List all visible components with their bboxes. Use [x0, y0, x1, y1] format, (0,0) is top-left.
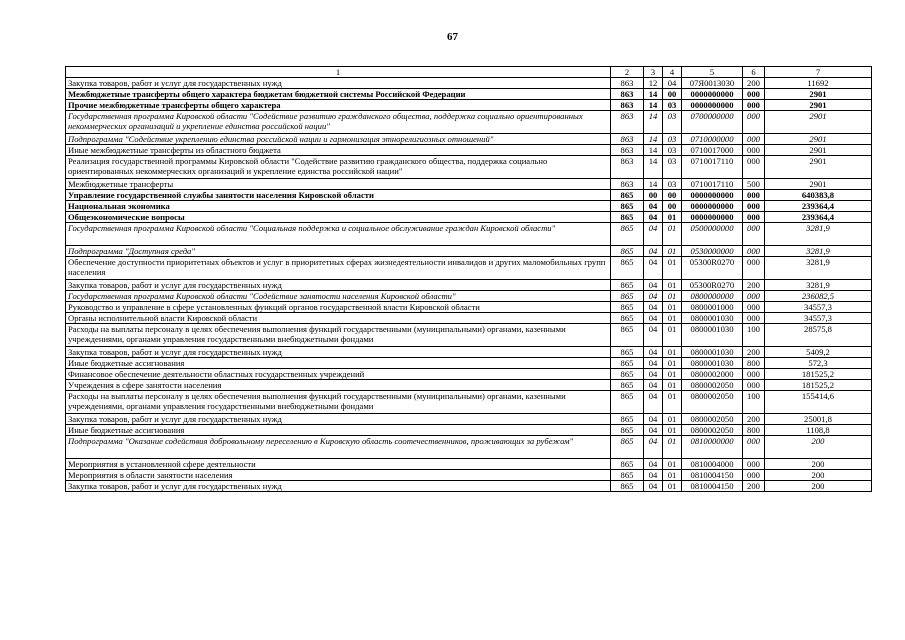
target-article-cell: 0800001030: [682, 324, 743, 347]
subsection-cell: 00: [663, 190, 682, 201]
section-cell: 04: [644, 358, 663, 369]
subsection-cell: 01: [663, 313, 682, 324]
amount-cell: 640383,8: [765, 190, 872, 201]
code-cell: 863: [611, 134, 644, 145]
amount-cell: 5409,2: [765, 347, 872, 358]
expense-type-cell: 000: [743, 212, 765, 223]
section-cell: 04: [644, 291, 663, 302]
target-article-cell: 0800002000: [682, 369, 743, 380]
target-article-cell: 0800002050: [682, 380, 743, 391]
section-cell: 04: [644, 302, 663, 313]
target-article-cell: 0000000000: [682, 201, 743, 212]
table-row: [66, 201, 872, 212]
table-row: [66, 145, 872, 156]
subsection-cell: 03: [663, 134, 682, 145]
expense-type-cell: 200: [743, 347, 765, 358]
amount-cell: 34557,3: [765, 313, 872, 324]
expense-type-cell: 000: [743, 100, 765, 111]
subsection-cell: 01: [663, 481, 682, 492]
subsection-cell: 01: [663, 459, 682, 470]
amount-cell: 25001,8: [765, 414, 872, 425]
row-name-cell: Реализация государственной программы Кировской области "Содействие развитию гражданского общества, поддержка социально ориентированных некоммерческих организаций и укрепление единства российской нации": [66, 156, 611, 179]
expense-type-cell: 000: [743, 156, 765, 179]
expense-type-cell: 000: [743, 89, 765, 100]
row-name-cell: Закупка товаров, работ и услуг для государственных нужд: [66, 414, 611, 425]
amount-cell: 181525,2: [765, 380, 872, 391]
code-cell: 863: [611, 156, 644, 179]
table-row: [66, 190, 872, 201]
table-row: [66, 280, 872, 291]
expense-type-cell: 200: [743, 481, 765, 492]
section-cell: 14: [644, 111, 663, 134]
table-row: [66, 179, 872, 190]
row-name-cell: Обеспечение доступности приоритетных объектов и услуг в приоритетных сферах жизнедеятельности инвалидов и других маломобильных групп населения: [66, 257, 611, 280]
column-header: 1: [66, 67, 611, 78]
expense-type-cell: 000: [743, 313, 765, 324]
column-header: 7: [765, 67, 872, 78]
expense-type-cell: 000: [743, 302, 765, 313]
row-name-cell: Финансовое обеспечение деятельности областных государственных учреждений: [66, 369, 611, 380]
code-cell: 865: [611, 313, 644, 324]
row-name-cell: Иные межбюджетные трансферты из областного бюджета: [66, 145, 611, 156]
section-cell: 14: [644, 179, 663, 190]
subsection-cell: 03: [663, 100, 682, 111]
target-article-cell: 0810004000: [682, 459, 743, 470]
code-cell: 865: [611, 190, 644, 201]
section-cell: 04: [644, 459, 663, 470]
target-article-cell: 0800000000: [682, 291, 743, 302]
column-header: 5: [682, 67, 743, 78]
section-cell: 14: [644, 100, 663, 111]
row-name-cell: Расходы на выплаты персоналу в целях обеспечения выполнения функций государственными (муниципальными) органами, казенными учреждениями, органами управления государственными внебюджетными фондами: [66, 391, 611, 414]
subsection-cell: 01: [663, 291, 682, 302]
table-row: [66, 481, 872, 492]
target-article-cell: 0000000000: [682, 212, 743, 223]
expense-type-cell: 000: [743, 134, 765, 145]
target-article-cell: 0800001000: [682, 302, 743, 313]
amount-cell: 181525,2: [765, 369, 872, 380]
expense-type-cell: 800: [743, 358, 765, 369]
table-row: [66, 313, 872, 324]
row-name-cell: Прочие межбюджетные трансферты общего характера: [66, 100, 611, 111]
amount-cell: 3281,9: [765, 280, 872, 291]
table-row: [66, 257, 872, 280]
code-cell: 865: [611, 246, 644, 257]
code-cell: 863: [611, 89, 644, 100]
table-row: [66, 436, 872, 459]
amount-cell: 200: [765, 481, 872, 492]
column-header: 2: [611, 67, 644, 78]
code-cell: 865: [611, 223, 644, 246]
section-cell: 04: [644, 380, 663, 391]
amount-cell: 200: [765, 436, 872, 459]
table-row: [66, 347, 872, 358]
table-row: [66, 78, 872, 89]
code-cell: 863: [611, 145, 644, 156]
amount-cell: 3281,9: [765, 257, 872, 280]
amount-cell: 200: [765, 470, 872, 481]
row-name-cell: Управление государственной службы занятости населения Кировской области: [66, 190, 611, 201]
row-name-cell: Подпрограмма "Содействие укреплению единства российской нации и гармонизация этнорелигиозных отношений": [66, 134, 611, 145]
amount-cell: 2901: [765, 100, 872, 111]
table-body: [66, 78, 872, 492]
table-row: [66, 111, 872, 134]
code-cell: 865: [611, 201, 644, 212]
row-name-cell: Подпрограмма "Доступная среда": [66, 246, 611, 257]
target-article-cell: 0810000000: [682, 436, 743, 459]
code-cell: 863: [611, 78, 644, 89]
code-cell: 865: [611, 391, 644, 414]
subsection-cell: 04: [663, 78, 682, 89]
column-header: 6: [743, 67, 765, 78]
amount-cell: 239364,4: [765, 212, 872, 223]
table-row: [66, 425, 872, 436]
page-number: 67: [447, 31, 458, 43]
row-name-cell: Государственная программа Кировской области "Содействие занятости населения Кировской области": [66, 291, 611, 302]
target-article-cell: 0530000000: [682, 246, 743, 257]
section-cell: 04: [644, 391, 663, 414]
expense-type-cell: 000: [743, 380, 765, 391]
amount-cell: 239364,4: [765, 201, 872, 212]
code-cell: 865: [611, 302, 644, 313]
section-cell: 04: [644, 223, 663, 246]
expense-type-cell: 200: [743, 280, 765, 291]
code-cell: 865: [611, 280, 644, 291]
row-name-cell: Мероприятия в установленной сфере деятельности: [66, 459, 611, 470]
amount-cell: 572,3: [765, 358, 872, 369]
expense-type-cell: 000: [743, 190, 765, 201]
amount-cell: 2901: [765, 179, 872, 190]
row-name-cell: Руководство и управление в сфере установленных функций органов государственной власти Кировской области: [66, 302, 611, 313]
section-cell: 04: [644, 425, 663, 436]
section-cell: 04: [644, 481, 663, 492]
row-name-cell: Общеэкономические вопросы: [66, 212, 611, 223]
amount-cell: 236082,5: [765, 291, 872, 302]
subsection-cell: 01: [663, 425, 682, 436]
expense-type-cell: 000: [743, 257, 765, 280]
section-cell: 04: [644, 436, 663, 459]
section-cell: 04: [644, 414, 663, 425]
target-article-cell: 0800001030: [682, 313, 743, 324]
expense-type-cell: 200: [743, 414, 765, 425]
target-article-cell: 0710000000: [682, 134, 743, 145]
subsection-cell: 01: [663, 369, 682, 380]
subsection-cell: 01: [663, 470, 682, 481]
target-article-cell: 0800001030: [682, 358, 743, 369]
expense-type-cell: 000: [743, 246, 765, 257]
expense-type-cell: 100: [743, 324, 765, 347]
target-article-cell: 0000000000: [682, 190, 743, 201]
section-cell: 14: [644, 156, 663, 179]
amount-cell: 3281,9: [765, 246, 872, 257]
target-article-cell: 0800002050: [682, 391, 743, 414]
code-cell: 865: [611, 470, 644, 481]
amount-cell: 1108,8: [765, 425, 872, 436]
section-cell: 04: [644, 280, 663, 291]
subsection-cell: 01: [663, 280, 682, 291]
amount-cell: 2901: [765, 134, 872, 145]
row-name-cell: Государственная программа Кировской области "Содействие развитию гражданского общества, поддержка социально ориентированных некоммерческих организаций и укрепление единства российской нации": [66, 111, 611, 134]
target-article-cell: 0710017110: [682, 179, 743, 190]
table-row: [66, 89, 872, 100]
row-name-cell: Государственная программа Кировской области "Социальная поддержка и социальное обслуживание граждан Кировской области": [66, 223, 611, 246]
amount-cell: 2901: [765, 156, 872, 179]
expense-type-cell: 000: [743, 201, 765, 212]
table-row: [66, 358, 872, 369]
target-article-cell: 0800001030: [682, 347, 743, 358]
subsection-cell: 01: [663, 414, 682, 425]
row-name-cell: Закупка товаров, работ и услуг для государственных нужд: [66, 280, 611, 291]
row-name-cell: Иные бюджетные ассигнования: [66, 358, 611, 369]
amount-cell: 200: [765, 459, 872, 470]
column-header: 4: [663, 67, 682, 78]
amount-cell: 11692: [765, 78, 872, 89]
subsection-cell: 01: [663, 347, 682, 358]
section-cell: 04: [644, 324, 663, 347]
row-name-cell: Иные бюджетные ассигнования: [66, 425, 611, 436]
table-row: [66, 391, 872, 414]
code-cell: 865: [611, 481, 644, 492]
code-cell: 865: [611, 291, 644, 302]
table-row: [66, 291, 872, 302]
table-row: [66, 156, 872, 179]
section-cell: 14: [644, 89, 663, 100]
amount-cell: 34557,3: [765, 302, 872, 313]
expense-type-cell: 000: [743, 145, 765, 156]
subsection-cell: 01: [663, 391, 682, 414]
target-article-cell: 0810004150: [682, 470, 743, 481]
section-cell: 04: [644, 212, 663, 223]
subsection-cell: 01: [663, 358, 682, 369]
code-cell: 865: [611, 380, 644, 391]
target-article-cell: 07Я0013030: [682, 78, 743, 89]
subsection-cell: 03: [663, 156, 682, 179]
table-row: [66, 246, 872, 257]
code-cell: 865: [611, 425, 644, 436]
subsection-cell: 01: [663, 302, 682, 313]
row-name-cell: Учреждения в сфере занятости населения: [66, 380, 611, 391]
expense-type-cell: 800: [743, 425, 765, 436]
section-cell: 12: [644, 78, 663, 89]
amount-cell: 2901: [765, 89, 872, 100]
code-cell: 865: [611, 257, 644, 280]
amount-cell: 2901: [765, 145, 872, 156]
target-article-cell: 0800002050: [682, 425, 743, 436]
expense-type-cell: 000: [743, 459, 765, 470]
target-article-cell: 0500000000: [682, 223, 743, 246]
target-article-cell: 0000000000: [682, 89, 743, 100]
table-row: [66, 414, 872, 425]
expense-type-cell: 000: [743, 291, 765, 302]
section-cell: 14: [644, 145, 663, 156]
target-article-cell: 0000000000: [682, 100, 743, 111]
table-header-row: [66, 67, 872, 78]
table-row: [66, 223, 872, 246]
target-article-cell: 0700000000: [682, 111, 743, 134]
row-name-cell: Подпрограмма "Оказание содействия добровольному переселению в Кировскую область соотечественников, проживающих за рубежом": [66, 436, 611, 459]
expense-type-cell: 100: [743, 391, 765, 414]
subsection-cell: 03: [663, 179, 682, 190]
target-article-cell: 05300R0270: [682, 280, 743, 291]
code-cell: 865: [611, 212, 644, 223]
amount-cell: 3281,9: [765, 223, 872, 246]
table-row: [66, 459, 872, 470]
table-row: [66, 380, 872, 391]
section-cell: 14: [644, 134, 663, 145]
expense-type-cell: 000: [743, 223, 765, 246]
table-row: [66, 324, 872, 347]
code-cell: 865: [611, 459, 644, 470]
budget-table: [65, 66, 872, 492]
subsection-cell: 01: [663, 212, 682, 223]
subsection-cell: 00: [663, 201, 682, 212]
amount-cell: 155414,6: [765, 391, 872, 414]
subsection-cell: 03: [663, 111, 682, 134]
section-cell: 04: [644, 246, 663, 257]
row-name-cell: Межбюджетные трансферты: [66, 179, 611, 190]
table-row: [66, 369, 872, 380]
section-cell: 04: [644, 347, 663, 358]
subsection-cell: 01: [663, 257, 682, 280]
section-cell: 04: [644, 369, 663, 380]
section-cell: 04: [644, 470, 663, 481]
target-article-cell: 0810004150: [682, 481, 743, 492]
table-row: [66, 212, 872, 223]
expense-type-cell: 200: [743, 78, 765, 89]
code-cell: 863: [611, 100, 644, 111]
table-row: [66, 134, 872, 145]
subsection-cell: 01: [663, 223, 682, 246]
amount-cell: 2901: [765, 111, 872, 134]
expense-type-cell: 500: [743, 179, 765, 190]
section-cell: 04: [644, 201, 663, 212]
code-cell: 865: [611, 347, 644, 358]
code-cell: 865: [611, 369, 644, 380]
section-cell: 04: [644, 257, 663, 280]
expense-type-cell: 000: [743, 111, 765, 134]
amount-cell: 28575,8: [765, 324, 872, 347]
expense-type-cell: 000: [743, 470, 765, 481]
row-name-cell: Межбюджетные трансферты общего характера бюджетам бюджетной системы Российской Федерации: [66, 89, 611, 100]
code-cell: 865: [611, 324, 644, 347]
row-name-cell: Мероприятия в области занятости населения: [66, 470, 611, 481]
target-article-cell: 0710017000: [682, 145, 743, 156]
code-cell: 865: [611, 436, 644, 459]
section-cell: 04: [644, 313, 663, 324]
row-name-cell: Национальная экономика: [66, 201, 611, 212]
subsection-cell: 00: [663, 89, 682, 100]
code-cell: 863: [611, 111, 644, 134]
subsection-cell: 01: [663, 380, 682, 391]
subsection-cell: 03: [663, 145, 682, 156]
column-header: 3: [644, 67, 663, 78]
subsection-cell: 01: [663, 246, 682, 257]
row-name-cell: Расходы на выплаты персоналу в целях обеспечения выполнения функций государственными (муниципальными) органами, казенными учреждениями, органами управления государственными внебюджетными фондами: [66, 324, 611, 347]
expense-type-cell: 000: [743, 369, 765, 380]
code-cell: 865: [611, 414, 644, 425]
table-row: [66, 470, 872, 481]
target-article-cell: 05300R0270: [682, 257, 743, 280]
row-name-cell: Закупка товаров, работ и услуг для государственных нужд: [66, 78, 611, 89]
table-row: [66, 100, 872, 111]
target-article-cell: 0710017110: [682, 156, 743, 179]
subsection-cell: 01: [663, 324, 682, 347]
code-cell: 865: [611, 358, 644, 369]
row-name-cell: Органы исполнительной власти Кировской области: [66, 313, 611, 324]
target-article-cell: 0800002050: [682, 414, 743, 425]
row-name-cell: Закупка товаров, работ и услуг для государственных нужд: [66, 347, 611, 358]
subsection-cell: 01: [663, 436, 682, 459]
table-row: [66, 302, 872, 313]
row-name-cell: Закупка товаров, работ и услуг для государственных нужд: [66, 481, 611, 492]
code-cell: 863: [611, 179, 644, 190]
section-cell: 00: [644, 190, 663, 201]
expense-type-cell: 000: [743, 436, 765, 459]
